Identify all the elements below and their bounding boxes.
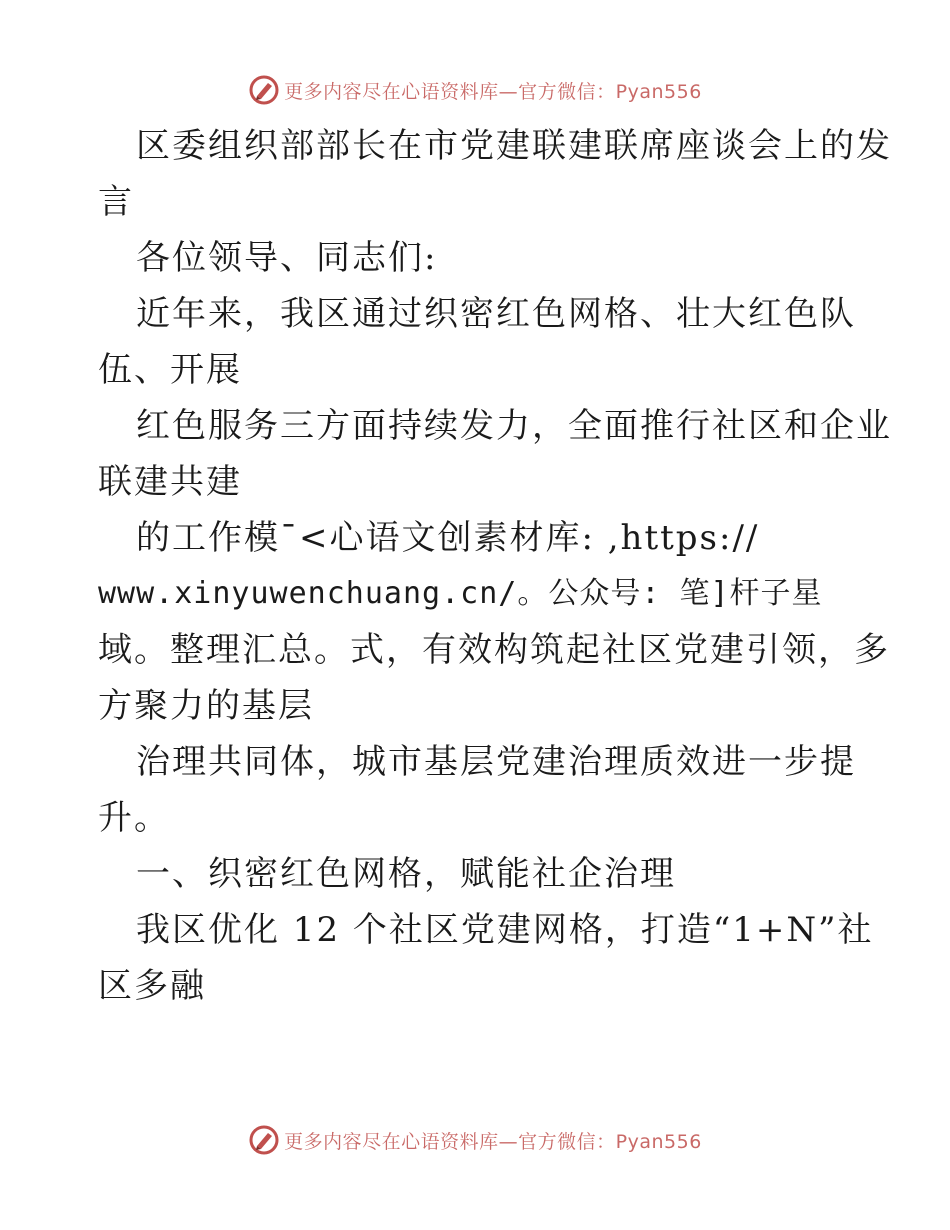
paragraph-line: 升。 (98, 798, 170, 838)
paragraph-line: 近年来，我区通过织密红色网格、壮大红色队 (136, 294, 856, 334)
paragraph-line: 域。整理汇总。式，有效构筑起社区党建引领，多 (98, 630, 890, 670)
pen-logo-icon (248, 74, 280, 106)
paragraph-line: 伍、开展 (98, 350, 242, 390)
watermark-text: 更多内容尽在心语资料库—官方微信：Pyan556 (284, 1130, 702, 1153)
paragraph-line: 我区优化 12 个社区党建网格，打造“1+N”社 (136, 910, 874, 950)
document-body (98, 118, 892, 1014)
paragraph-line: 联建共建 (98, 462, 242, 502)
paragraph-line: 区多融 (98, 966, 206, 1006)
title-line-1: 区委组织部部长在市党建联建联席座谈会上的发 (136, 126, 892, 166)
paragraph-line: 红色服务三方面持续发力，全面推行社区和企业 (136, 406, 892, 446)
url-line: www.xinyuwenchuang.cn/。公众号: 笔]杆子星 (98, 576, 823, 611)
footer-watermark-banner (0, 1120, 950, 1160)
title-line-2: 言 (98, 182, 134, 222)
salutation: 各位领导、同志们: (136, 238, 438, 278)
paragraph-line: 方聚力的基层 (98, 686, 314, 726)
header-watermark-banner (0, 70, 950, 110)
paragraph-line: 治理共同体，城市基层党建治理质效进一步提 (136, 742, 856, 782)
section-heading: 一、织密红色网格，赋能社企治理 (136, 854, 676, 894)
pen-logo-icon (248, 1124, 280, 1156)
watermark-text: 更多内容尽在心语资料库—官方微信：Pyan556 (284, 80, 702, 103)
paragraph-line: 的工作模¯<心语文创素材库: ,https:// (136, 518, 760, 558)
